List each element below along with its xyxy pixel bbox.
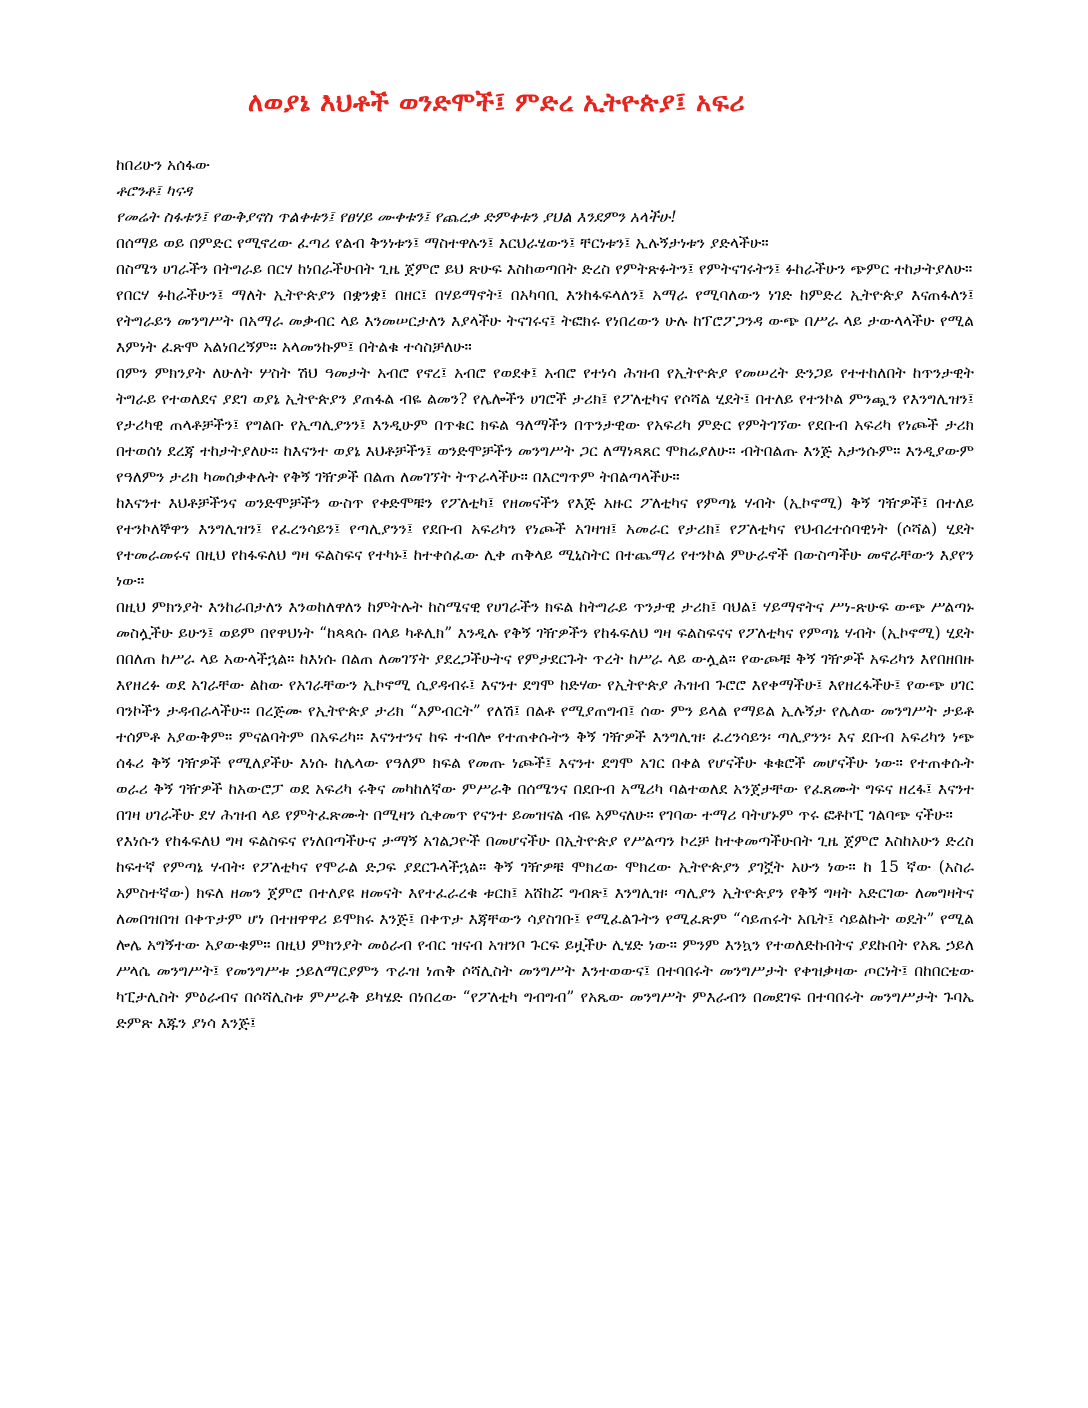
paragraph: የእነሱን የከፋፍለህ ግዛ ፍልስፍና የነለበጣችሁና ታማኝ አገልጋዮች በመሆናችሁ በኢትዮጵያ የሥልጣን ኮረቻ ከተቀመጣችሁበት ጊዜ ጀምሮ እስከአሁን ድረስ ከፍተኛ የምጣኔ ሃብት፡ የፖለቲካና የሞራል ድጋፍ ያደርጉላችኋል። ቅኝ ገዥዎቹ ሞክረው ሞክረው ኢትዮጵያን ያገኟት አሁን ነው። ከ 15 ኛው (አስራ አምስተኛው) ክፍለ ዘመን ጀምሮ በተለያዩ ዘመናት እየተፈራረቁ ቱርክ፤ አሸከሯ ግብጽ፤ እንግሊዝ፡ ጣሊያን ኢትዮጵያን የቅኝ ግዛት አድርገው ለመግዛትና ለመበዝበዝ በቀጥታም ሆነ በተዘዋዋሪ ይሞክሩ እንጅ፤ በቀጥታ እጃቸውን ሳያስገቡ፤ የሚፈልጉትን የሚፈጽም “ሳይጠሩት አቤት፤ ሳይልኩት ወዴት” የሚል ሎሌ አግኝተው አያውቁም። በዚህ ምክንያት መዕራብ የብር ዝናብ አዝንቦ ጉርፍ ይዟችሁ ሊሄድ ነው። ምንም እንኳን የተወለድኩበትና ያደኩበት የአጼ ኃይለ ሥላሴ መንግሥት፤ የመንግሥቱ ኃይለማርያምን ጥራዝ ነጠቅ ሶሻሊስት መንግሥት እንተወውና፤ በተባበሩት መንግሥታት የቀዝቃዛው ጦርነት፤ በከበርቴው ካፒታሊስት ምዕራብና በሶሻሊስቱ ምሥራቅ ይካሄድ በነበረው “የፖለቲካ ግብግብ” የአጼው መንግሥት ምእራብን በመደገፍ በተባበሩት መንግሥታት ጉባኤ ድምጽ እጁን ያነሳ እንጅ፤ — [116, 832, 974, 1032]
paragraph: የበርሃ ፉከራችሁን፤ ማለት ኢትዮጵያን በቋንቋ፤ በዘር፤ በሃይማኖት፤ በአካባቢ እንከፋፍላለን፤ አማራ የሚባለውን ነገድ ከምድረ ኢትዮጵያ እናጠፋለን፤ የትግራይን መንግሥት በአማራ መቃብር ላይ እንመሠርታለን እያላችሁ ትናገሩና፤ ትፎክሩ የነበረውን ሁሉ ከፕሮፖጋንዳ ውጭ በሥራ ላይ ታውላላችሁ የሚል እምነት ፈጽሞ አልነበረኝም። አላመንኩም፤ በትልቁ ተሳስቻለሁ። — [116, 286, 974, 356]
paragraph: በዚህ ምክንያት እንከራበታለን እንወከለዋለን ከምትሉት ከስሜናዊ የሀገራችን ክፍል ከትግራይ ጥንታዊ ታሪክ፤ ባህል፤ ሃይማኖትና ሥነ-ጽሁፍ ውጭ ሥልጣኑ መስሏችሁ ይሁን፤ ወይም በየዋህነት “ከጳጳሱ በላይ ካቶሊክ” እንዲሉ የቅኝ ገዥዎችን የከፋፍለህ ግዛ ፍልስፍናና የፖለቲካና የምጣኔ ሃብት (ኢኮኖሚ) ሂደት በበለጠ ከሥራ ላይ አውላችኋል። ከእነሱ በልጠ ለመገኘት ያደረጋችሁትና የምታደርጉት ጥረት ከሥራ ላይ ውሏል። የውጮቹ ቅኝ ገዥዎች አፍሪካን እየበዘበዙ እየዘረፉ ወደ አገራቸው ልከው የአገራቸውን ኢኮኖሚ ሲያዳብሩ፤ እናንተ ደግሞ ከድሃው የኢትዮጵያ ሕዝብ ጉሮሮ እየቀማችሁ፤ እየዘረፋችሁ፤ የውጭ ሀገር ባንኮችን ታዳብራላችሁ። በረጅሙ የኢትዮጵያ ታሪክ “እምብርት” የለሽ፤ በልቶ የሚያጠግብ፤ ሰው ምን ይላል የማይል ኢሉኝታ የሌለው መንግሥት ታይቶ ተሰምቶ አያውቅም። ምናልባትም በአፍሪካ። እናንተንና ከፍ ተብሎ የተጠቀሱትን ቅኝ ገዥዎች እንግሊዝ፡ ፈረንሳይን፡ ጣሊያንን፡ እና ደቡብ አፍሪካን ነጭ ሰፋሪ ቅኝ ገዥዎች የሚለያችሁ እነሱ ከሌላው የዓለም ክፍል የመጡ ነጮች፤ እናንተ ደግሞ አገር በቀል የሆናችሁ ቁቁሮች መሆናችሁ ነው። የተጠቀሱት ወራሪ ቅኝ ገዥዎች ከአውሮፓ ወደ አፍሪካ ሩቅና መካከለኛው ምሥራቅ በሰሜንና በደቡብ አሜሪካ ባልተወለደ አንጀታቸው የፈጸሙት ግፍና ዘረፋ፤ እናንተ በገዛ ሀገራችሁ ደሃ ሕዝብ ላይ የምትፈጽሙት በሚዛን ሲቀመጥ የናንተ ይመዝናል ብዬ አምናለሁ። የገባው ተማሪ ባትሆኑም ጥሩ ፎቶኮፒ ገልባጭ ናችሁ። — [116, 598, 974, 824]
document-title: ለወያኔ እህቶች ወንድሞች፤ ምድረ ኢትዮጵያ፤ አፍሪ — [248, 88, 746, 118]
location-line: ቶሮንቶ፤ ካናዳ — [116, 182, 193, 200]
paragraph: የመሬት ስፋቱን፤ የውቅያኖስ ጥልቀቱን፤ የፀሃይ ሙቀቱን፤ የጨረቃ ድምቀቱን ያህል እንደምን አላችሁ! — [116, 208, 677, 226]
paragraph: በስሜን ሀገራችን በትግራይ በርሃ ከነበራችሁበት ጊዜ ጀምሮ ይህ ጽሁፍ እስከወጣበት ድረስ የምትጽፉትን፤ የምትናገሩትን፤ ፉከራችሁን ጭምር ተከታትያለሁ። — [116, 260, 973, 278]
document-body — [116, 152, 974, 1036]
paragraph: በሰማይ ወይ በምድር የሚኖረው ፈጣሪ የልብ ቅንነቱን፤ ማስተዋሉን፤ እርህራሄውን፤ ቸርነቱን፤ ኢሉኝታነቱን ያድላችሁ። — [116, 234, 769, 252]
paragraph: በምን ምክንያት ለሁለት ሦስት ሽህ ዓመታት አብሮ የኖረ፤ አብሮ የወደቀ፤ አብሮ የተነሳ ሕዝብ የኢትዮጵያ የመሠረት ድንጋይ የተተከለበት ከጥንታዊት ትግራይ የተወለደና ያደገ ወያኔ ኢትዮጵያን ያጠፋል ብዬ ልመን? የሌሎችን ሀገሮች ታሪክ፤ የፖለቲካና የሶሻል ሂደት፤ በተለይ የተንኮል ምንጯን የእንግሊዝን፤ የታሪካዊ ጠላቶቻችን፤ የግልቡ የኢጣሊያንን፤ እንዲሁም በጥቁር ክፍል ዓለማችን በጥንታዊው የአፍሪካ ምድር የምትገኘው የደቡብ አፍሪካ የነጮች ታሪክ በተወሰነ ደረጃ ተከታትያለሁ። ከእናንተ ወያኔ እህቶቻችን፤ ወንድሞቻችን መንግሥት ጋር ለማነጻጸር ሞክሬያለሁ። ብትበልጡ እንጅ አታንሱም። እንዲያውም የዓለምን ታሪክ ካመሰቃቀሉት የቅኝ ገዥዎች በልጠ ለመገኘት ትጥራላችሁ። በእርግጥም ትበልጣላችሁ። — [116, 364, 974, 486]
author-line: ከበሪሁን አሰፋው — [116, 156, 210, 174]
paragraph: ከእናንተ እህቶቻችንና ወንድሞቻችን ውስጥ የቀድሞቹን የፖለቲካ፤ የዘመናችን የእጅ አዙር ፖለቲካና የምጣኔ ሃብት (ኢኮኖሚ) ቅኝ ገዥዎች፤ በተለይ የተንኮለኞዋን እንግሊዝን፤ የፈረንሳይን፤ የጣሊያንን፤ የደቡብ አፍሪካን የነጮች አገዛዝ፤ አመራር የታሪክ፤ የፖለቲካና የህብረተሰባዊነት (ሶሻል) ሂደት የተመራመሩና በዚህ የከፋፍለህ ግዛ ፍልስፍና የተካኑ፤ ከተቀሰፈው ሊቀ ጠቅላይ ሚኒስትር በተጨማሪ የተንኮል ምሁራኖች በውስጣችሁ መኖራቸውን እያየን ነው። — [116, 494, 974, 590]
